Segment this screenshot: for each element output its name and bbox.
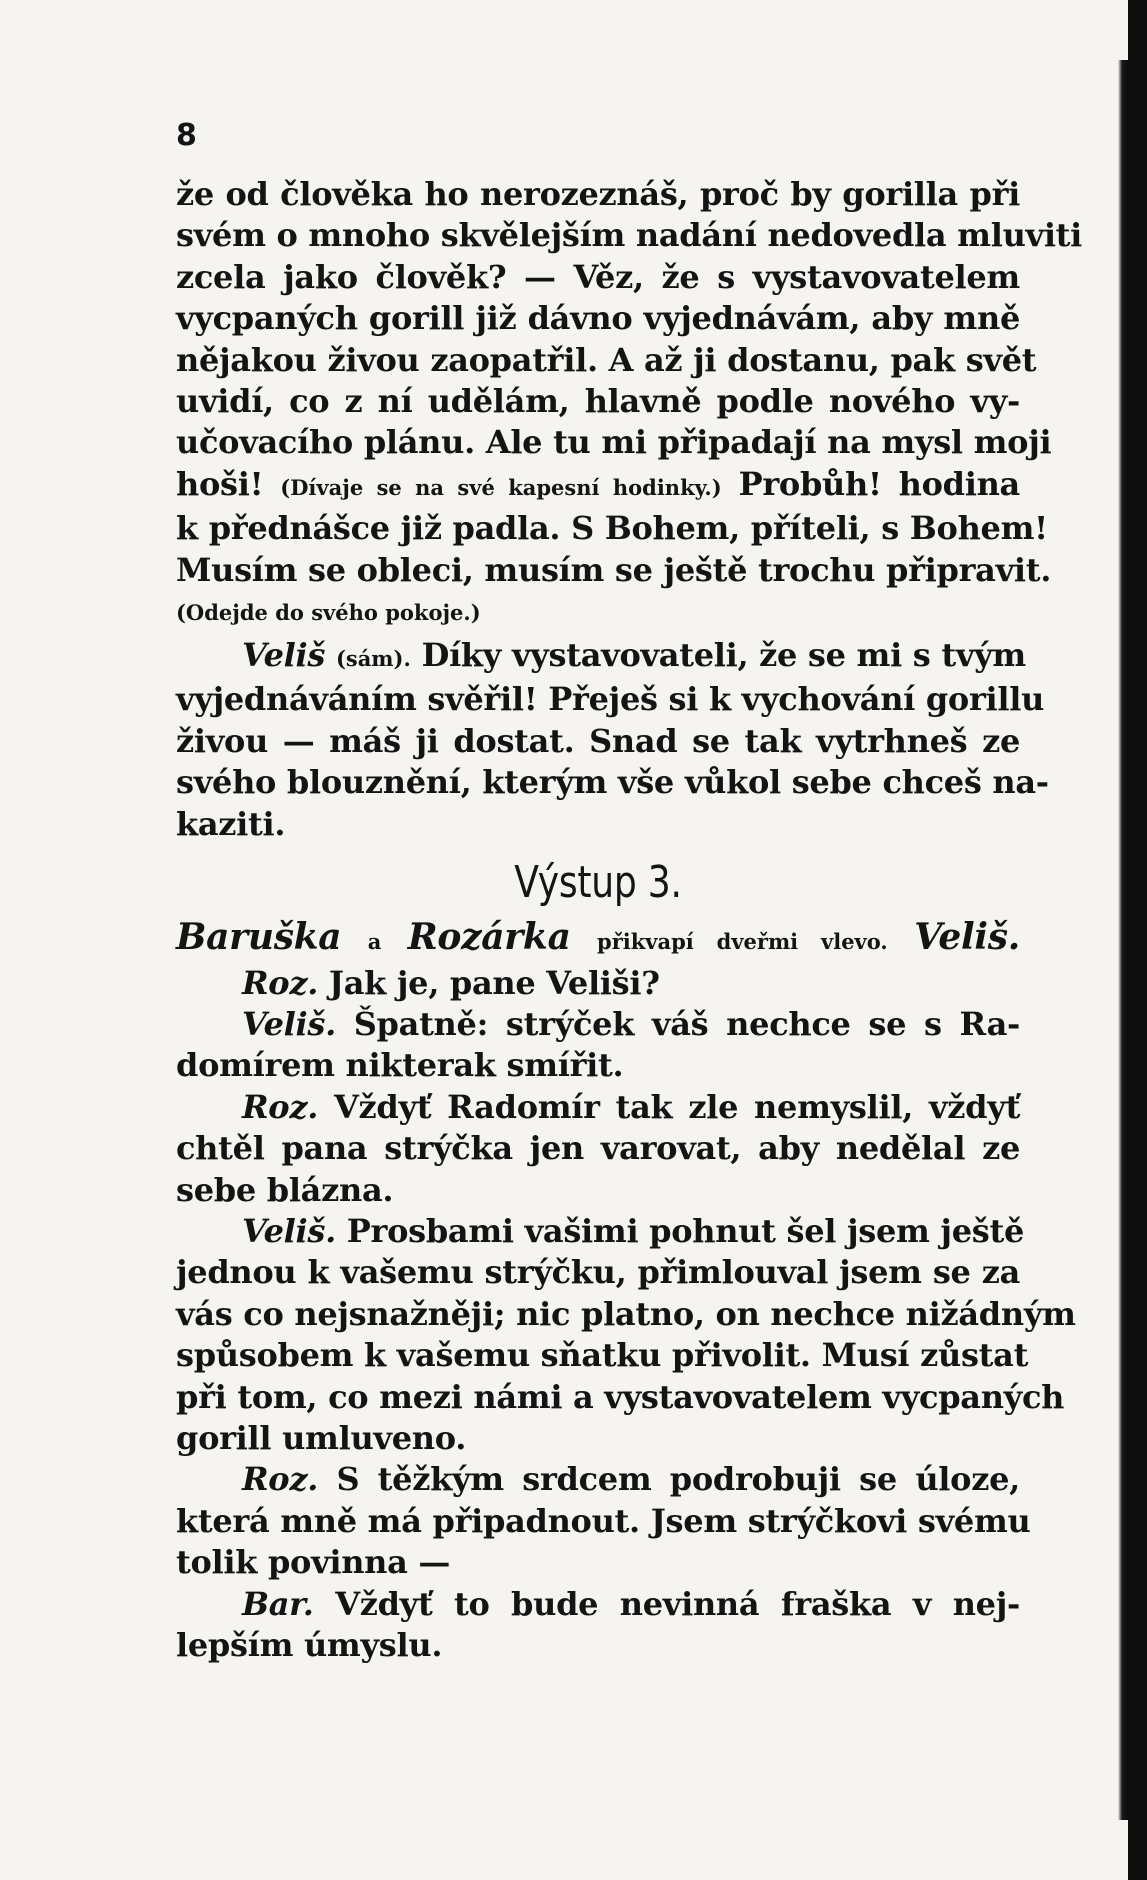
- text-line: tolik povinna —: [176, 1543, 451, 1582]
- scan-border: [1128, 0, 1147, 1880]
- character-name: Veliš.: [914, 916, 1020, 959]
- scene-characters: [176, 917, 1020, 962]
- speech-text: Vždyť to bude nevinná fraška v nej-: [335, 1584, 1020, 1623]
- page-number: 8: [176, 118, 197, 153]
- text-line: Musím se obleci, musím se ještě trochu připravit.: [176, 550, 1052, 589]
- text-line: svého blouznění, kterým vše vůkol sebe chceš na-: [176, 763, 1049, 802]
- speech-first-line: [176, 1004, 1020, 1045]
- text-line: gorill umluveno.: [176, 1418, 467, 1457]
- text-line: uvidí, co z ní udělám, hlavně podle nového vy-: [176, 382, 1020, 421]
- character-name: Baruška: [176, 916, 342, 959]
- text-line: při tom, co mezi námi a vystavovatelem vycpaných: [176, 1377, 1065, 1416]
- text-line: že od člověka ho nerozeznáš, proč by gorilla při: [176, 175, 1020, 213]
- speech-first-line: [176, 963, 1020, 1004]
- speech-text: Díky vystavovateli, že se mi s tvým: [421, 636, 1026, 675]
- text-line: domírem nikterak smířit.: [176, 1046, 624, 1085]
- speaker-name: Bar.: [242, 1584, 314, 1623]
- speech-text: Jak je, pane Veliši?: [328, 963, 660, 1002]
- stage-direction: (Dívaje se na své kapesní hodinky.): [280, 474, 722, 500]
- text-line: živou — máš ji dostat. Snad se tak vytrhneš ze: [176, 721, 1020, 760]
- stage-direction: (sám).: [335, 646, 411, 672]
- text-line-with-direction: [176, 464, 1020, 508]
- speaker-name: Veliš: [242, 636, 326, 675]
- speaker-name: Roz.: [242, 1087, 319, 1126]
- connector: a: [367, 929, 382, 955]
- speaker-name: Veliš.: [242, 1211, 336, 1250]
- speaker-name: Roz.: [242, 963, 319, 1002]
- speech-text: Vždyť Radomír tak zle nemyslil, vždyť: [333, 1087, 1020, 1126]
- text-line: lepším úmyslu.: [176, 1626, 443, 1664]
- text-fragment: hoši!: [176, 464, 264, 503]
- speech-first-line: [176, 1211, 1025, 1252]
- text-line: nějakou živou zaopatřil. A až ji dostanu, pak svět: [176, 340, 1037, 379]
- text-line: spůsobem k vašemu sňatku přivolit. Musí zůstat: [176, 1336, 1029, 1375]
- text-line: zcela jako člověk? — Věz, že s vystavovatelem: [176, 257, 1020, 296]
- speech-text: Špatně: strýček váš nechce se s Ra-: [353, 1004, 1020, 1043]
- text-line: chtěl pana strýčka jen varovat, aby nedělal ze: [176, 1129, 1020, 1168]
- speaker-name: Roz.: [242, 1460, 319, 1499]
- text-line: sebe blázna.: [176, 1170, 394, 1209]
- speech-first-line: [176, 1584, 1020, 1625]
- page-text: [176, 174, 1083, 1666]
- text-line: k přednášce již padla. S Bohem, příteli, s Bohem!: [176, 509, 1048, 548]
- text-line: vycpaných gorill již dávno vyjednávám, aby mně: [176, 299, 1020, 338]
- text-line: učovacího plánu. Ale tu mi připadají na mysl moji: [176, 423, 1052, 462]
- text-line: vyjednáváním svěřil! Přeješ si k vychování gorillu: [176, 680, 1045, 719]
- speech-first-line: [176, 1459, 1020, 1500]
- stage-direction: přikvapí dveřmi vlevo.: [597, 929, 888, 955]
- speech-first-line: [176, 1087, 1020, 1128]
- speech-text: Prosbami vašimi pohnut šel jsem ještě: [346, 1211, 1025, 1250]
- page-edge-shadow: [1118, 60, 1128, 1820]
- text-line: která mně má připadnout. Jsem strýčkovi svému: [176, 1501, 1031, 1540]
- text-line: vás co nejsnažněji; nic platno, on nechce nižádným: [176, 1294, 1076, 1333]
- speech-text: S těžkým srdcem podrobuji se úloze,: [336, 1460, 1020, 1499]
- stage-direction: (Odejde do svého pokoje.): [176, 600, 481, 626]
- character-name: Rozárka: [407, 916, 571, 959]
- text-line: kaziti.: [176, 804, 286, 843]
- speaker-name: Veliš.: [242, 1004, 336, 1043]
- speech-first-line: [176, 635, 1026, 679]
- text-line: jednou k vašemu strýčku, přimlouval jsem se za: [176, 1253, 1020, 1292]
- text-fragment: Probůh! hodina: [738, 464, 1020, 503]
- scene-heading: Výstup 3.: [514, 857, 682, 909]
- text-line: svém o mnoho skvělejším nadání nedovedla mluviti: [176, 216, 1083, 255]
